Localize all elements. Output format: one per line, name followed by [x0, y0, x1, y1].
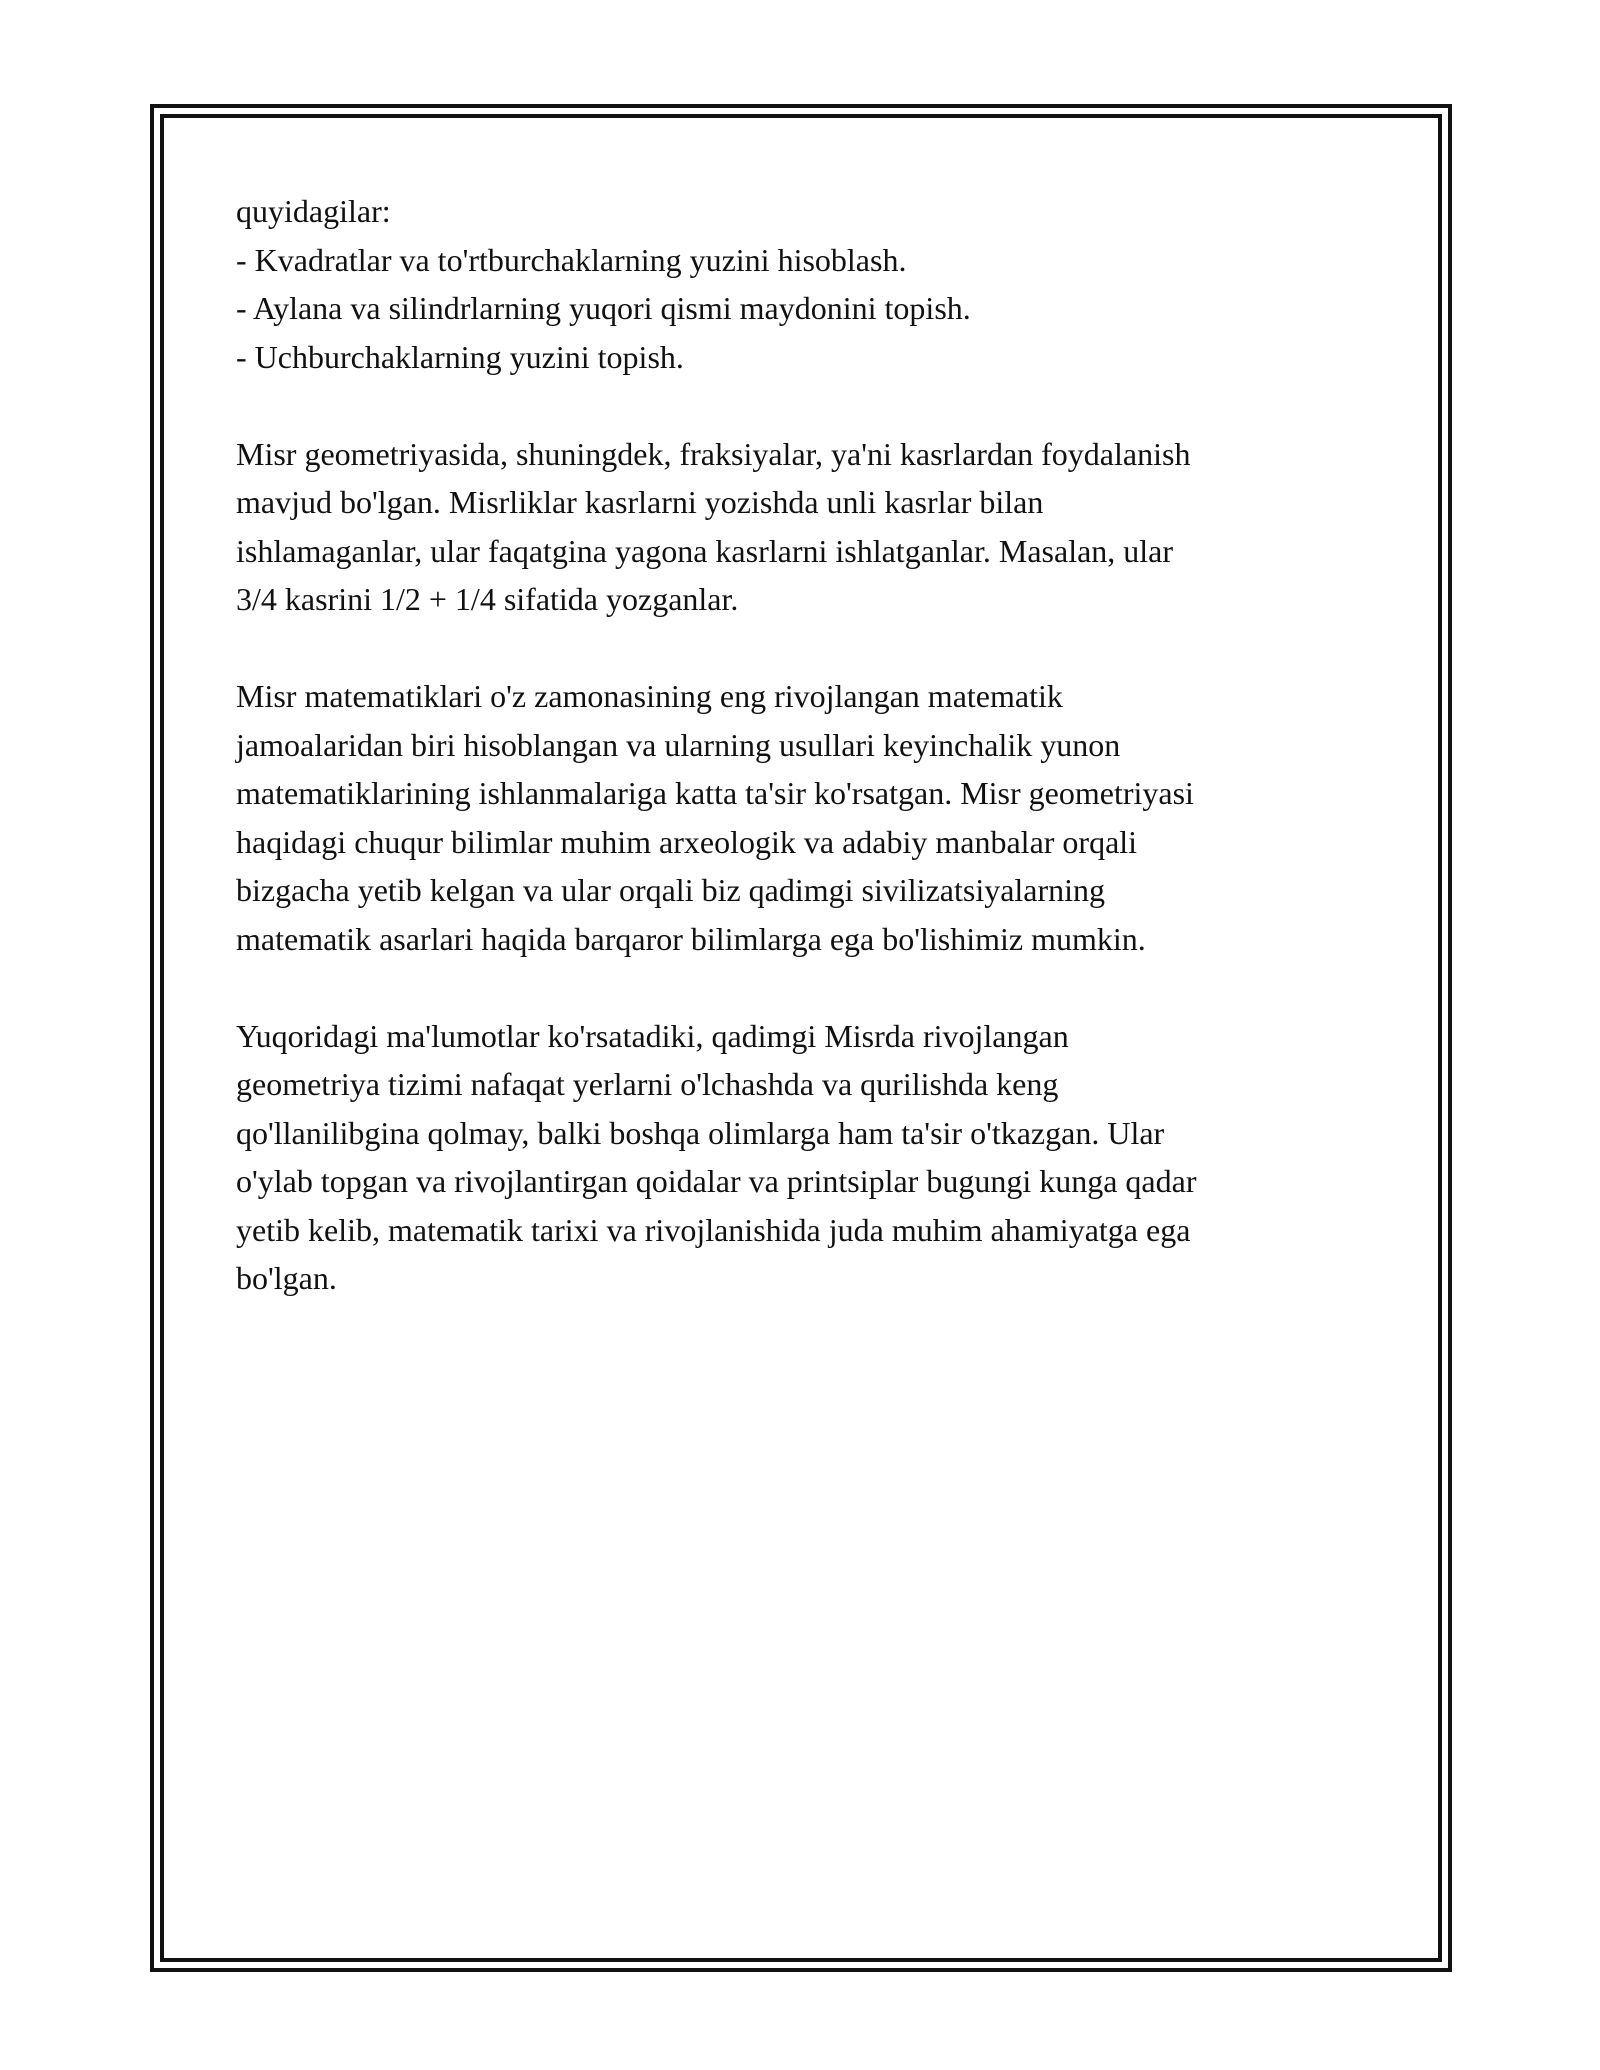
paragraph-line: Misr geometriyasida, shuningdek, fraksiyalar, ya'ni kasrlardan foydalanish	[236, 435, 1191, 472]
paragraph-line: mavjud bo'lgan. Misrliklar kasrlarni yozishda unli kasrlar bilan	[236, 484, 1044, 520]
paragraph-line: jamoalaridan biri hisoblangan va ularning usullari keyinchalik yunon	[236, 726, 1121, 763]
paragraph-line: Misr matematiklari o'z zamonasining eng rivojlangan matematik	[236, 678, 1063, 714]
list-intro-line: quyidagilar:	[236, 193, 391, 229]
paragraph-line: yetib kelib, matematik tarixi va rivojlanishida juda muhim ahamiyatga ega	[236, 1211, 1191, 1248]
paragraph-mathematicians	[236, 672, 1366, 963]
list-item: - Aylana va silindrlarning yuqori qismi maydonini topish.	[236, 290, 971, 326]
list-block	[236, 187, 1366, 381]
paragraph-fractions	[236, 430, 1366, 624]
paragraph-line: Yuqoridagi ma'lumotlar ko'rsatadiki, qadimgi Misrda rivojlangan	[236, 1017, 1069, 1054]
paragraph-line: bizgacha yetib kelgan va ular orqali biz qadimgi sivilizatsiyalarning	[236, 872, 1106, 908]
paragraph-line: 3/4 kasrini 1/2 + 1/4 sifatida yozganlar.	[236, 581, 739, 617]
list-item: - Kvadratlar va to'rtburchaklarning yuzini hisoblash.	[236, 241, 907, 278]
paragraph-line: ishlamaganlar, ular faqatgina yagona kasrlarni ishlatganlar. Masalan, ular	[236, 532, 1174, 569]
paragraph-conclusion	[236, 1012, 1366, 1303]
list-item: - Uchburchaklarning yuzini topish.	[236, 338, 684, 375]
paragraph-line: qo'llanilibgina qolmay, balki boshqa olimlarga ham ta'sir o'tkazgan. Ular	[236, 1114, 1165, 1151]
paragraph-line: haqidagi chuqur bilimlar muhim arxeologik va adabiy manbalar orqali	[236, 823, 1138, 860]
paragraph-line: o'ylab topgan va rivojlantirgan qoidalar va printsiplar bugungi kunga qadar	[236, 1163, 1197, 1199]
document-body	[236, 187, 1366, 1303]
paragraph-line: matematik asarlari haqida barqaror bilimlarga ega bo'lishimiz mumkin.	[236, 920, 1146, 957]
paragraph-line: bo'lgan.	[236, 1260, 337, 1296]
paragraph-line: matematiklarining ishlanmalariga katta ta'sir ko'rsatgan. Misr geometriyasi	[236, 775, 1194, 811]
paragraph-line: geometriya tizimi nafaqat yerlarni o'lchashda va qurilishda keng	[236, 1066, 1059, 1102]
